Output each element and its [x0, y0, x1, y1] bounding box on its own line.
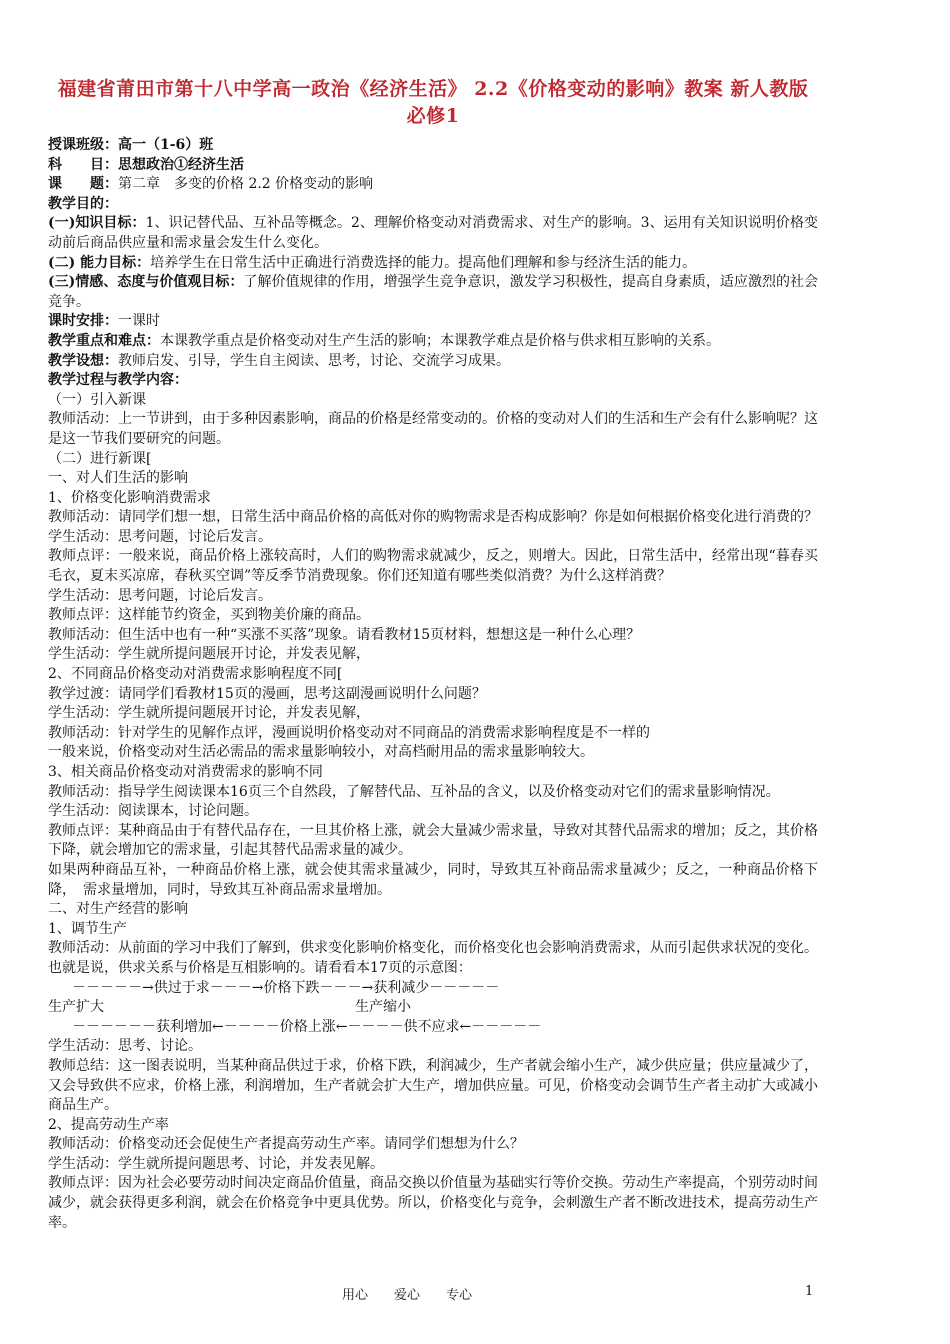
paragraph: 学生活动：思考问题，讨论后发言。: [48, 528, 272, 545]
course-info: [48, 136, 818, 214]
info-purpose: 教学目的：: [48, 195, 118, 212]
page-number: 1: [805, 1284, 814, 1299]
paragraph: （一）引入新课: [48, 391, 146, 408]
page-footer: [0, 1284, 950, 1304]
paragraph: 教师点评：因为社会必要劳动时间决定商品价值量，商品交换以价值量为基础实行等价交换。劳动生产率提高，个别劳动时间减少，就会获得更多利润，就会在价格竞争中更具优势。所以，价格变化与竞争，会刺激生产者不断改进技术，提高劳动生产率。: [48, 1175, 818, 1231]
process-heading: 教学过程与教学内容：: [48, 372, 188, 389]
info-class: 授课班级：高一（1-6）班: [48, 137, 214, 153]
paragraph: 一、对人们生活的影响: [48, 470, 188, 487]
paragraph: 如果两种商品互补，一种商品价格上涨，就会使其需求量减少，同时，导致其互补商品需求量减少；反之，一种商品价格下降， 需求量增加，同时，导致其互补商品需求量增加。: [48, 861, 818, 898]
paragraph: 教师活动：请同学们想一想，日常生活中商品价格的高低对你的购物需求是否构成影响？你是如何根据价格变化进行消费的？: [48, 509, 818, 526]
paragraph: 教师点评：一般来说，商品价格上涨较高时，人们的购物需求就减少，反之，则增大。因此，日常生活中，经常出现“暮春买毛衣，夏末买凉席，春秋买空调”等反季节消费现象。你们还知道有哪些类似消费？为什么这样消费？: [48, 548, 818, 585]
diagram-flow-top: －－－－－→供过于求－－－→价格下跌－－－→获利减少－－－－－: [72, 979, 500, 996]
paragraph: 学生活动：学生就所提问题展开讨论，并发表见解，: [48, 646, 370, 663]
diagram-flow-bottom: －－－－－－获利增加←－－－－价格上涨←－－－－供不应求←－－－－－: [72, 1018, 542, 1035]
paragraph: 教师活动：价格变动还会促使生产者提高劳动生产率。请同学们想想为什么？: [48, 1136, 524, 1153]
paragraph: 学生活动：阅读课本，讨论问题。: [48, 803, 258, 820]
document-page: [48, 76, 818, 1233]
document-title: 福建省莆田市第十八中学高一政治《经济生活》 2.2《价格变动的影响》教案 新人教版必修1: [57, 78, 809, 127]
paragraph: 2、不同商品价格变动对消费需求影响程度不同[: [48, 666, 343, 683]
paragraph: 教师活动：但生活中也有一种“买涨不买落”现象。请看教材15页材料，想想这是一种什么心理？: [48, 626, 641, 643]
diagram-label-expand: 生产扩大: [48, 999, 104, 1016]
supply-price-diagram: [48, 979, 818, 1038]
goal-knowledge: (一)知识目标：1、识记替代品、互补品等概念。2、理解价格变动对消费需求、对生产的影响。3、运用有关知识说明价格变动前后商品供应量和需求量会发生什么变化。: [48, 215, 818, 251]
paragraph: 3、相关商品价格变动对消费需求的影响不同: [48, 764, 323, 780]
paragraph: （二）进行新课[: [48, 450, 152, 467]
paragraph: 学生活动：学生就所提问题展开讨论，并发表见解，: [48, 705, 370, 722]
teaching-goals: [48, 214, 818, 390]
info-topic: 课 题：第二章 多变的价格 2.2 价格变动的影响: [48, 176, 374, 193]
diagram-row-top: [48, 979, 818, 999]
paragraph: 1、价格变化影响消费需求: [48, 489, 211, 506]
paragraph: 教师活动：针对学生的见解作点评，漫画说明价格变动对不同商品的消费需求影响程度是不一样的: [48, 724, 650, 741]
footer-slogan: 用心 爱心 专心: [342, 1288, 473, 1303]
paragraph: 学生活动：思考、讨论。: [48, 1038, 202, 1055]
paragraph: 一般来说，价格变动对生活必需品的需求量影响较小，对高档耐用品的需求量影响较大。: [48, 744, 594, 761]
paragraph: 教学过渡：请同学们看教材15页的漫画，思考这副漫画说明什么问题？: [48, 685, 486, 702]
diagram-row-middle: [48, 998, 818, 1018]
goal-ability: (二) 能力目标：培养学生在日常生活中正确进行消费选择的能力。提高他们理解和参与经济生活的能力。: [48, 254, 697, 271]
diagram-label-shrink: 生产缩小: [355, 999, 411, 1016]
diagram-row-bottom: [48, 1018, 818, 1038]
lesson-body-part1: [48, 391, 818, 979]
paragraph: 二、对生产经营的影响: [48, 901, 188, 918]
paragraph: 1、调节生产: [48, 920, 127, 937]
goal-emotion: (三)情感、态度与价值观目标：了解价值规律的作用，增强学生竞争意识，激发学习积极性，提高自身素质，适应激烈的社会竞争。: [48, 274, 818, 310]
paragraph: 教师总结：这一图表说明，当某种商品供过于求，价格下跌，利润减少，生产者就会缩小生产，减少供应量；供应量减少了，又会导致供不应求，价格上涨，利润增加，生产者就会扩大生产，增加供应量。可见，价格变动会调节生产者主动扩大或减小商品生产。: [48, 1057, 818, 1114]
key-points: 教学重点和难点：本课教学重点是价格变动对生产生活的影响；本课教学难点是价格与供求相互影响的关系。: [48, 332, 720, 349]
paragraph: 教师活动：上一节讲到，由于多种因素影响，商品的价格是经常变动的。价格的变动对人们的生活和生产会有什么影响呢？这是这一节我们要研究的问题。: [48, 411, 818, 447]
paragraph: 教师活动：指导学生阅读课本16页三个自然段，了解替代品、互补品的含义，以及价格变动对它们的需求量影响情况。: [48, 783, 780, 800]
class-hours: 课时安排：一课时: [48, 313, 160, 330]
paragraph: 学生活动：学生就所提问题思考、讨论，并发表见解。: [48, 1155, 384, 1172]
info-subject: 科 目：思想政治①经济生活: [48, 156, 244, 173]
paragraph: 教师点评：这样能节约资金，买到物美价廉的商品。: [48, 607, 370, 624]
teaching-idea: 教学设想：教师启发、引导，学生自主阅读、思考，讨论、交流学习成果。: [48, 352, 510, 369]
lesson-body-part2: [48, 1037, 818, 1233]
paragraph: 学生活动：思考问题，讨论后发言。: [48, 587, 272, 604]
paragraph: 教师活动：从前面的学习中我们了解到，供求变化影响价格变化，而价格变化也会影响消费需求，从而引起供求状况的变化。也就是说，供求关系与价格是互相影响的。请看看本17页的示意图：: [48, 940, 818, 976]
paragraph: 2、提高劳动生产率: [48, 1116, 169, 1133]
paragraph: 教师点评：某种商品由于有替代品存在，一旦其价格上涨，就会大量减少需求量，导致对其替代品需求的增加；反之，其价格下降，就会增加它的需求量，引起其替代品需求量的减少。: [48, 822, 818, 859]
